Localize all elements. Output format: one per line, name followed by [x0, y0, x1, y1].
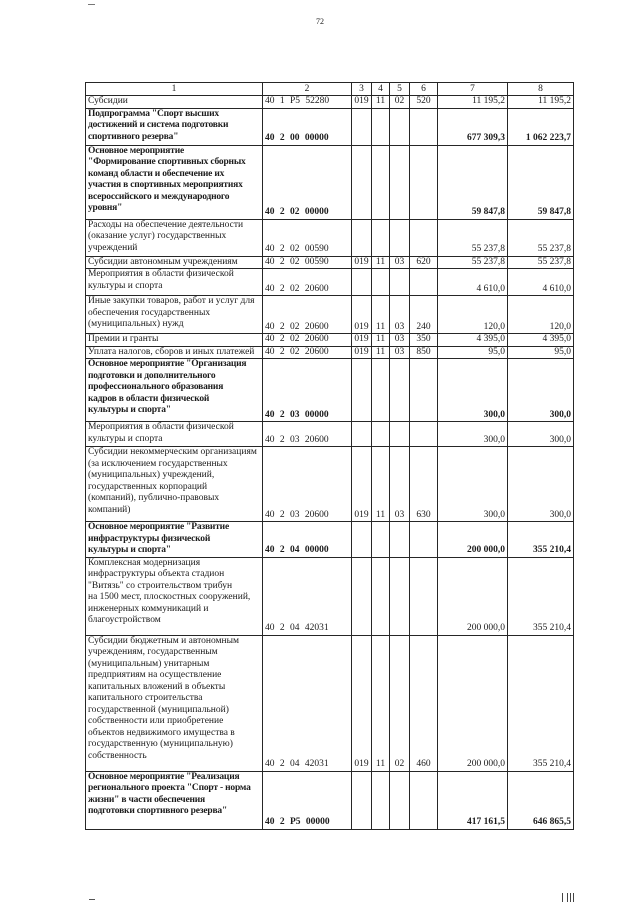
cell-amount-col7: 4 395,0	[438, 334, 508, 347]
table-row	[86, 447, 574, 522]
cell-target-code: 40 2 00 00000	[263, 108, 352, 145]
cell-ministry-code	[352, 219, 372, 256]
header-col-7: 7	[438, 83, 508, 96]
cell-description: Субсидии	[86, 96, 263, 109]
cell-expense-type	[410, 359, 438, 422]
cell-section	[372, 522, 390, 558]
cell-subsection: 03	[390, 447, 410, 522]
cell-amount-col8: 4 610,0	[508, 269, 574, 296]
cell-amount-col8: 95,0	[508, 346, 574, 359]
cell-expense-type: 850	[410, 346, 438, 359]
budget-table	[85, 82, 574, 830]
cell-amount-col7: 300,0	[438, 422, 508, 447]
cell-amount-col7: 200 000,0	[438, 522, 508, 558]
cell-target-code: 40 2 04 42031	[263, 557, 352, 635]
table-row	[86, 346, 574, 359]
cell-section: 11	[372, 334, 390, 347]
cell-expense-type	[410, 557, 438, 635]
table-row	[86, 219, 574, 256]
cell-subsection	[390, 269, 410, 296]
cell-ministry-code: 019	[352, 96, 372, 109]
cell-description: Иные закупки товаров, работ и услуг для обеспечения государственных (муниципальных) нужд	[86, 296, 263, 334]
cell-amount-col8: 59 847,8	[508, 145, 574, 219]
cell-section: 11	[372, 635, 390, 771]
cell-subsection: 03	[390, 296, 410, 334]
cell-target-code: 40 2 02 00590	[263, 219, 352, 256]
cell-target-code: 40 2 02 20600	[263, 346, 352, 359]
cell-expense-type	[410, 522, 438, 558]
cell-description: Расходы на обеспечение деятельности (оказание услуг) государственных учреждений	[86, 219, 263, 256]
scan-mark-top	[88, 4, 95, 5]
page-number: 72	[316, 17, 324, 26]
table-body	[86, 96, 574, 830]
cell-ministry-code: 019	[352, 447, 372, 522]
cell-description: Премии и гранты	[86, 334, 263, 347]
cell-expense-type: 620	[410, 256, 438, 269]
header-col-5: 5	[390, 83, 410, 96]
table-header	[86, 83, 574, 96]
cell-section: 11	[372, 96, 390, 109]
cell-target-code: 40 2 04 00000	[263, 522, 352, 558]
table-row	[86, 256, 574, 269]
cell-subsection	[390, 422, 410, 447]
cell-target-code: 40 2 02 00590	[263, 256, 352, 269]
cell-section	[372, 269, 390, 296]
cell-target-code: 40 2 03 20600	[263, 447, 352, 522]
scan-mark-bottom	[89, 899, 95, 900]
cell-ministry-code	[352, 522, 372, 558]
cell-subsection: 03	[390, 334, 410, 347]
cell-amount-col7: 59 847,8	[438, 145, 508, 219]
header-row	[86, 83, 574, 96]
cell-amount-col8: 300,0	[508, 422, 574, 447]
cell-section	[372, 422, 390, 447]
cell-subsection	[390, 557, 410, 635]
cell-expense-type	[410, 771, 438, 829]
cell-target-code: 40 1 P5 52280	[263, 96, 352, 109]
cell-ministry-code	[352, 145, 372, 219]
cell-expense-type: 460	[410, 635, 438, 771]
cell-ministry-code: 019	[352, 334, 372, 347]
header-col-4: 4	[372, 83, 390, 96]
table-row	[86, 359, 574, 422]
cell-subsection	[390, 359, 410, 422]
cell-amount-col7: 300,0	[438, 447, 508, 522]
cell-description: Уплата налогов, сборов и иных платежей	[86, 346, 263, 359]
cell-ministry-code: 019	[352, 296, 372, 334]
cell-expense-type	[410, 108, 438, 145]
cell-target-code: 40 2 02 20600	[263, 334, 352, 347]
cell-ministry-code: 019	[352, 635, 372, 771]
cell-amount-col7: 55 237,8	[438, 256, 508, 269]
cell-description: Субсидии автономным учреждениям	[86, 256, 263, 269]
cell-amount-col7: 120,0	[438, 296, 508, 334]
cell-amount-col7: 95,0	[438, 346, 508, 359]
cell-description: Основное мероприятие "Развитие инфраструктуры физической культуры и спорта"	[86, 522, 263, 558]
cell-subsection	[390, 219, 410, 256]
cell-description: Комплексная модернизация инфраструктуры объекта стадион "Витязь" со строительством трибун на 1500 мест, плоскостных сооружений, инженерных коммуникаций и благоустройством	[86, 557, 263, 635]
cell-description: Мероприятия в области физической культуры и спорта	[86, 269, 263, 296]
cell-amount-col8: 1 062 223,7	[508, 108, 574, 145]
table-row	[86, 334, 574, 347]
cell-expense-type: 520	[410, 96, 438, 109]
table-row	[86, 296, 574, 334]
cell-description: Подпрограмма "Спорт высших достижений и система подготовки спортивного резерва"	[86, 108, 263, 145]
table-row	[86, 422, 574, 447]
cell-subsection	[390, 771, 410, 829]
cell-target-code: 40 2 03 20600	[263, 422, 352, 447]
cell-subsection	[390, 108, 410, 145]
cell-section: 11	[372, 296, 390, 334]
table-row	[86, 145, 574, 219]
cell-amount-col8: 120,0	[508, 296, 574, 334]
cell-target-code: 40 2 02 20600	[263, 296, 352, 334]
cell-amount-col7: 200 000,0	[438, 557, 508, 635]
cell-section: 11	[372, 447, 390, 522]
cell-amount-col8: 11 195,2	[508, 96, 574, 109]
cell-amount-col7: 11 195,2	[438, 96, 508, 109]
table-row	[86, 108, 574, 145]
header-col-1: 1	[86, 83, 263, 96]
cell-amount-col7: 417 161,5	[438, 771, 508, 829]
cell-section	[372, 359, 390, 422]
cell-amount-col7: 677 309,3	[438, 108, 508, 145]
table-row	[86, 522, 574, 558]
header-col-2: 2	[263, 83, 352, 96]
cell-section: 11	[372, 256, 390, 269]
cell-amount-col8: 355 210,4	[508, 635, 574, 771]
cell-target-code: 40 2 P5 00000	[263, 771, 352, 829]
table-row	[86, 771, 574, 829]
cell-section	[372, 771, 390, 829]
cell-amount-col8: 646 865,5	[508, 771, 574, 829]
cell-description: Субсидии бюджетным и автономным учреждениям, государственным (муниципальным) унитарным предприятиям на осуществление капитальных вложений в объекты капитального строительства государственной (муниципальной) собственности или приобретение объектов недвижимого имущества в государственную (муниципальную) собственность	[86, 635, 263, 771]
cell-amount-col7: 300,0	[438, 359, 508, 422]
table-row	[86, 96, 574, 109]
cell-amount-col8: 300,0	[508, 359, 574, 422]
cell-target-code: 40 2 03 00000	[263, 359, 352, 422]
cell-amount-col8: 55 237,8	[508, 256, 574, 269]
cell-expense-type	[410, 219, 438, 256]
cell-description: Основное мероприятие "Организация подготовки и дополнительного профессионального образования кадров в области физической культуры и спорта"	[86, 359, 263, 422]
cell-amount-col8: 355 210,4	[508, 557, 574, 635]
cell-expense-type: 350	[410, 334, 438, 347]
cell-amount-col7: 55 237,8	[438, 219, 508, 256]
header-col-8: 8	[508, 83, 574, 96]
cell-subsection: 03	[390, 346, 410, 359]
cell-description: Мероприятия в области физической культуры и спорта	[86, 422, 263, 447]
cell-ministry-code	[352, 269, 372, 296]
cell-amount-col8: 300,0	[508, 447, 574, 522]
cell-subsection	[390, 522, 410, 558]
table-row	[86, 557, 574, 635]
cell-ministry-code: 019	[352, 256, 372, 269]
cell-ministry-code	[352, 359, 372, 422]
cell-amount-col8: 355 210,4	[508, 522, 574, 558]
cell-subsection: 03	[390, 256, 410, 269]
cell-target-code: 40 2 04 42031	[263, 635, 352, 771]
cell-subsection: 02	[390, 96, 410, 109]
table-row	[86, 635, 574, 771]
cell-ministry-code	[352, 108, 372, 145]
cell-section	[372, 145, 390, 219]
cell-amount-col8: 55 237,8	[508, 219, 574, 256]
cell-amount-col7: 4 610,0	[438, 269, 508, 296]
cell-expense-type	[410, 145, 438, 219]
cell-section	[372, 557, 390, 635]
cell-section: 11	[372, 346, 390, 359]
cell-section	[372, 108, 390, 145]
cell-target-code: 40 2 02 00000	[263, 145, 352, 219]
cell-expense-type: 630	[410, 447, 438, 522]
header-col-6: 6	[410, 83, 438, 96]
cell-description: Субсидии некоммерческим организациям (за исключением государственных (муниципальных) учреждений, государственных корпораций (компаний), публично-правовых компаний)	[86, 447, 263, 522]
cell-amount-col8: 4 395,0	[508, 334, 574, 347]
cell-expense-type: 240	[410, 296, 438, 334]
cell-description: Основное мероприятие "Реализация регионального проекта "Спорт - норма жизни" в части обеспечения подготовки спортивного резерва"	[86, 771, 263, 829]
cell-subsection	[390, 145, 410, 219]
table-row	[86, 269, 574, 296]
cell-ministry-code	[352, 771, 372, 829]
scan-mark-bars	[562, 893, 576, 902]
cell-amount-col7: 200 000,0	[438, 635, 508, 771]
cell-ministry-code: 019	[352, 346, 372, 359]
cell-target-code: 40 2 02 20600	[263, 269, 352, 296]
cell-expense-type	[410, 422, 438, 447]
cell-subsection: 02	[390, 635, 410, 771]
cell-description: Основное мероприятие "Формирование спортивных сборных команд области и обеспечение их участия в спортивных мероприятиях всероссийского и международного уровня"	[86, 145, 263, 219]
cell-ministry-code	[352, 422, 372, 447]
header-col-3: 3	[352, 83, 372, 96]
cell-expense-type	[410, 269, 438, 296]
cell-section	[372, 219, 390, 256]
cell-ministry-code	[352, 557, 372, 635]
